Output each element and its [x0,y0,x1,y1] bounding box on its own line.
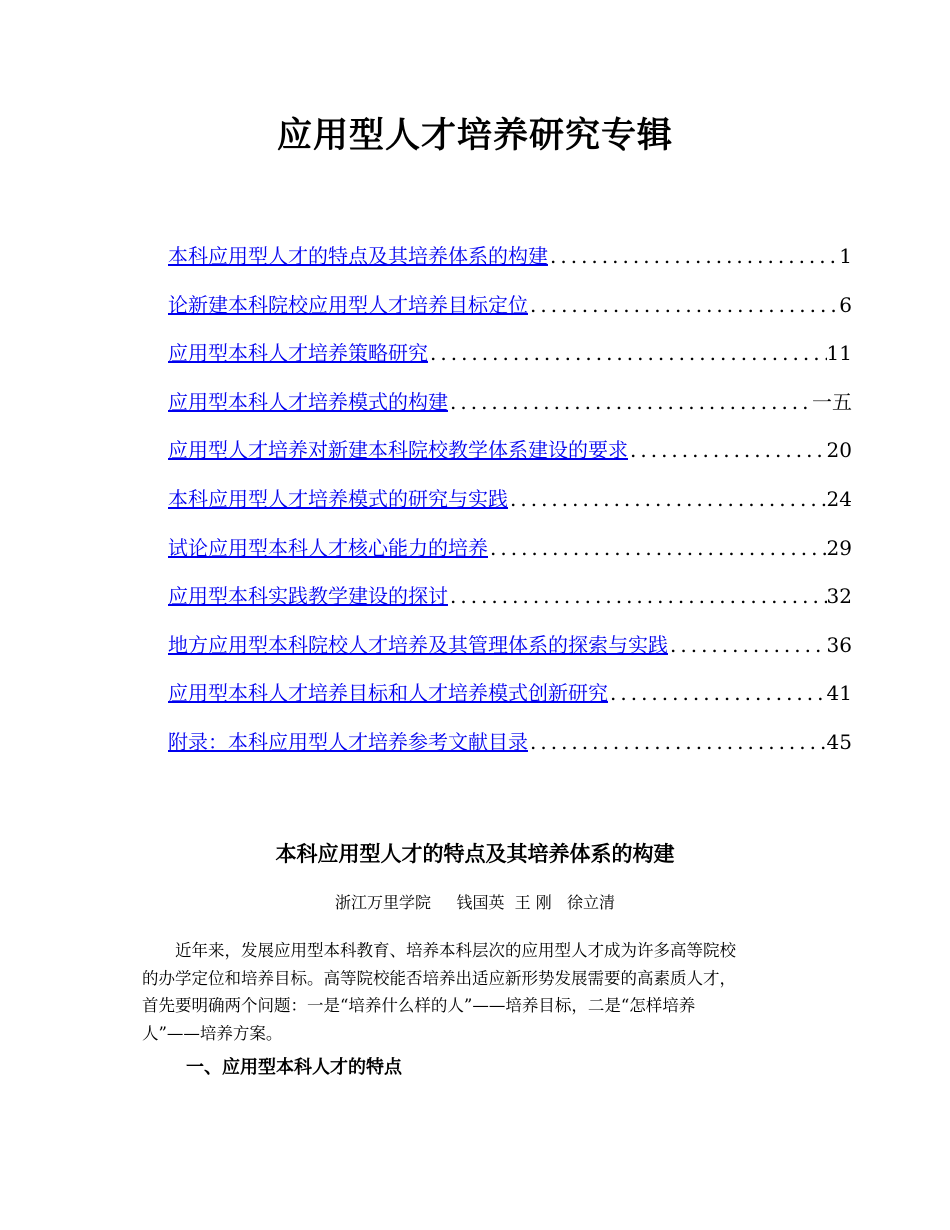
toc-leader [490,529,827,567]
toc-entry [168,334,852,383]
toc-leader [530,286,839,324]
paragraph-line: 近年来，发展应用型本科教育、培养本科层次的应用型人才成为许多高等院校 [142,941,736,960]
toc-leader [630,431,827,469]
toc-leader [510,480,827,518]
toc-link[interactable]: 试论应用型本科人才核心能力的培养 [168,535,488,560]
toc-link[interactable]: 应用型本科实践教学建设的探讨 [168,584,448,609]
paragraph-line: 人”——培养方案。 [142,1023,283,1043]
intro-paragraph [142,937,814,1047]
toc-leader [550,237,839,275]
toc-leader [670,626,827,664]
toc-entry [168,431,852,480]
toc-leader [450,577,827,615]
page-title: 应用型人才培养研究专辑 [276,115,673,156]
table-of-contents [168,237,852,772]
toc-entry [168,286,852,335]
toc-page-number: 11 [826,341,852,366]
article-title: 本科应用型人才的特点及其培养体系的构建 [275,842,675,866]
toc-page-number: 41 [826,681,852,706]
toc-link[interactable]: 应用型人才培养对新建本科院校教学体系建设的要求 [168,438,628,463]
toc-link[interactable]: 附录：本科应用型人才培养参考文献目录 [168,729,528,754]
article-authors: 浙江万里学院 钱国英 王 刚 徐立清 [335,893,615,912]
toc-page-number: 45 [826,729,852,754]
toc-leader [530,723,827,761]
toc-page-number: 32 [826,584,852,609]
toc-entry [168,674,852,723]
section-heading: 一、应用型本科人才的特点 [186,1057,402,1078]
toc-link[interactable]: 地方应用型本科院校人才培养及其管理体系的探索与实践 [168,632,668,657]
toc-page-number: 6 [839,292,852,317]
toc-page-number: 36 [826,632,852,657]
toc-entry [168,626,852,675]
toc-entry [168,237,852,286]
paragraph-line: 的办学定位和培养目标。高等院校能否培养出适应新形势发展需要的高素质人才， [142,968,736,988]
toc-page-number: 1 [839,244,852,268]
toc-entry [168,480,852,529]
toc-leader [450,383,812,421]
toc-page-number: 20 [826,438,852,463]
toc-link[interactable]: 应用型本科人才培养策略研究 [168,341,428,366]
toc-entry [168,383,852,432]
toc-link[interactable]: 论新建本科院校应用型人才培养目标定位 [168,292,528,317]
toc-page-number: 29 [826,535,852,560]
toc-link[interactable]: 本科应用型人才的特点及其培养体系的构建 [168,244,548,268]
toc-page-number: 一五 [812,389,852,414]
toc-link[interactable]: 应用型本科人才培养模式的构建 [168,389,448,414]
toc-entry [168,529,852,578]
toc-entry [168,577,852,626]
toc-leader [430,334,827,372]
toc-link[interactable]: 应用型本科人才培养目标和人才培养模式创新研究 [168,681,608,706]
toc-page-number: 24 [826,486,852,511]
toc-link[interactable]: 本科应用型人才培养模式的研究与实践 [168,486,508,511]
toc-leader [610,674,827,712]
toc-entry [168,723,852,772]
paragraph-line: 首先要明确两个问题：一是“培养什么样的人”——培养目标，二是“怎样培养 [142,996,696,1015]
